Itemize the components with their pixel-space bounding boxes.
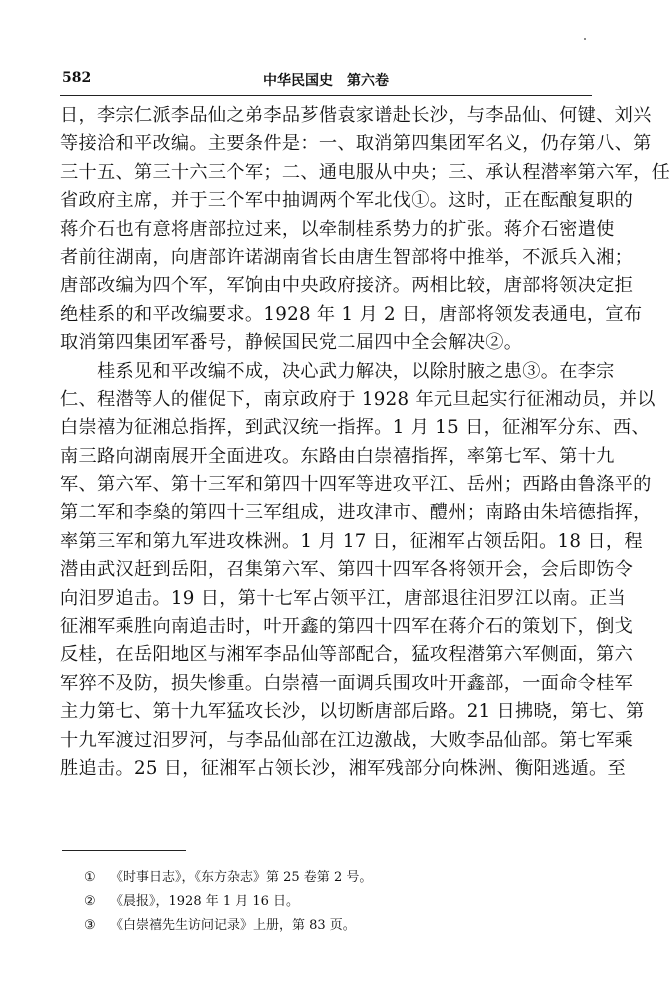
text-line: 省政府主席，并于三个军中抽调两个军北伐①。这时，正在酝酿复职的: [60, 190, 634, 212]
text-line: 日，李宗仁派李品仙之弟李品芗偕袁家谱赴长沙，与李品仙、何键、刘兴: [60, 105, 652, 126]
text-line: 者前往湖南，向唐部许诺湖南省长由唐生智部将中推举，不派兵入湘；: [60, 246, 634, 268]
text-line: 十九军渡过汨罗河，与李品仙部在江边激战，大败李品仙部。第七军乘: [60, 729, 634, 751]
footnote-rule: [62, 850, 186, 851]
header-rule: [60, 95, 592, 96]
text-line: 蒋介石也有意将唐部拉过来，以牵制桂系势力的扩张。蒋介石密遣使: [60, 218, 615, 240]
text-line: 第二军和李燊的第四十三军组成，进攻津市、醴州；南路由朱培德指挥，: [60, 502, 652, 524]
text-line: 向汨罗追击。19 日，第十七军占领平江，唐部退往汨罗江以南。正当: [60, 587, 626, 609]
footnotes: [84, 866, 564, 938]
text-line: 军猝不及防，损失惨重。白崇禧一面调兵围攻叶开鑫部，一面命令桂军: [60, 672, 634, 694]
text-line: 仁、程潜等人的催促下，南京政府于 1928 年元旦起实行征湘动员，并以: [60, 388, 656, 410]
text-line: 反桂，在岳阳地区与湘军李品仙等部配合，猛攻程潜第六军侧面，第六: [60, 644, 634, 666]
footnote-mark: ③: [84, 918, 96, 933]
body-text: [60, 102, 670, 783]
text-line: 潜由武汉赶到岳阳，召集第六军、第四十四军各将领开会，会后即饬令: [60, 559, 634, 581]
footnote: [84, 866, 564, 890]
footnote-text: 《晨报》，1928 年 1 月 16 日。: [110, 894, 300, 909]
page-header: [62, 70, 590, 92]
text-line: 绝桂系的和平改编要求。1928 年 1 月 2 日，唐部将领发表通电，宣布: [60, 303, 643, 325]
text-line: 取消第四集团军番号，静候国民党二届四中全会解决②。: [60, 332, 523, 354]
footnote-mark: ②: [84, 894, 96, 909]
text-line: 征湘军乘胜向南追击时，叶开鑫的第四十四军在蒋介石的策划下，倒戈: [60, 616, 634, 638]
text-line: 白崇禧为征湘总指挥，到武汉统一指挥。1 月 15 日，征湘军分东、西、: [60, 417, 650, 439]
footnote-text: 《白崇禧先生访问记录》上册，第 83 页。: [110, 918, 356, 933]
footnote-text: 《时事日志》，《东方杂志》第 25 卷第 2 号。: [110, 870, 373, 885]
text-line: 三十五、第三十六三个军；二、通电服从中央；三、承认程潜率第六军，任: [60, 161, 670, 183]
running-title: 中华民国史 第六卷: [263, 73, 389, 89]
text-line: 南三路向湖南展开全面进攻。东路由白崇禧指挥，率第七军、第十九: [60, 445, 615, 467]
text-line: 胜追击。25 日，征湘军占领长沙，湘军残部分向株洲、衡阳逃遁。至: [60, 757, 626, 779]
text-line: 军、第六军、第十三军和第四十四军等进攻平江、岳州；西路由鲁涤平的: [60, 474, 652, 496]
page-number: 582: [62, 70, 92, 86]
text-line: 等接洽和平改编。主要条件是：一、取消第四集团军名义，仍存第八、第: [60, 133, 652, 155]
footnote: [84, 914, 564, 938]
scan-speck: [584, 38, 586, 40]
footnote: [84, 890, 564, 914]
text-line: 唐部改编为四个军，军饷由中央政府接济。两相比较，唐部将领决定拒: [60, 275, 634, 297]
footnote-mark: ①: [84, 870, 96, 885]
paragraph-first-line: 桂系见和平改编不成，决心武力解决，以除肘腋之患③。在李宗: [97, 360, 615, 382]
text-line: 率第三军和第九军进攻株洲。1 月 17 日，征湘军占领岳阳。18 日，程: [60, 530, 643, 552]
text-line: 主力第七、第十九军猛攻长沙，以切断唐部后路。21 日拂晓，第七、第: [60, 701, 645, 723]
